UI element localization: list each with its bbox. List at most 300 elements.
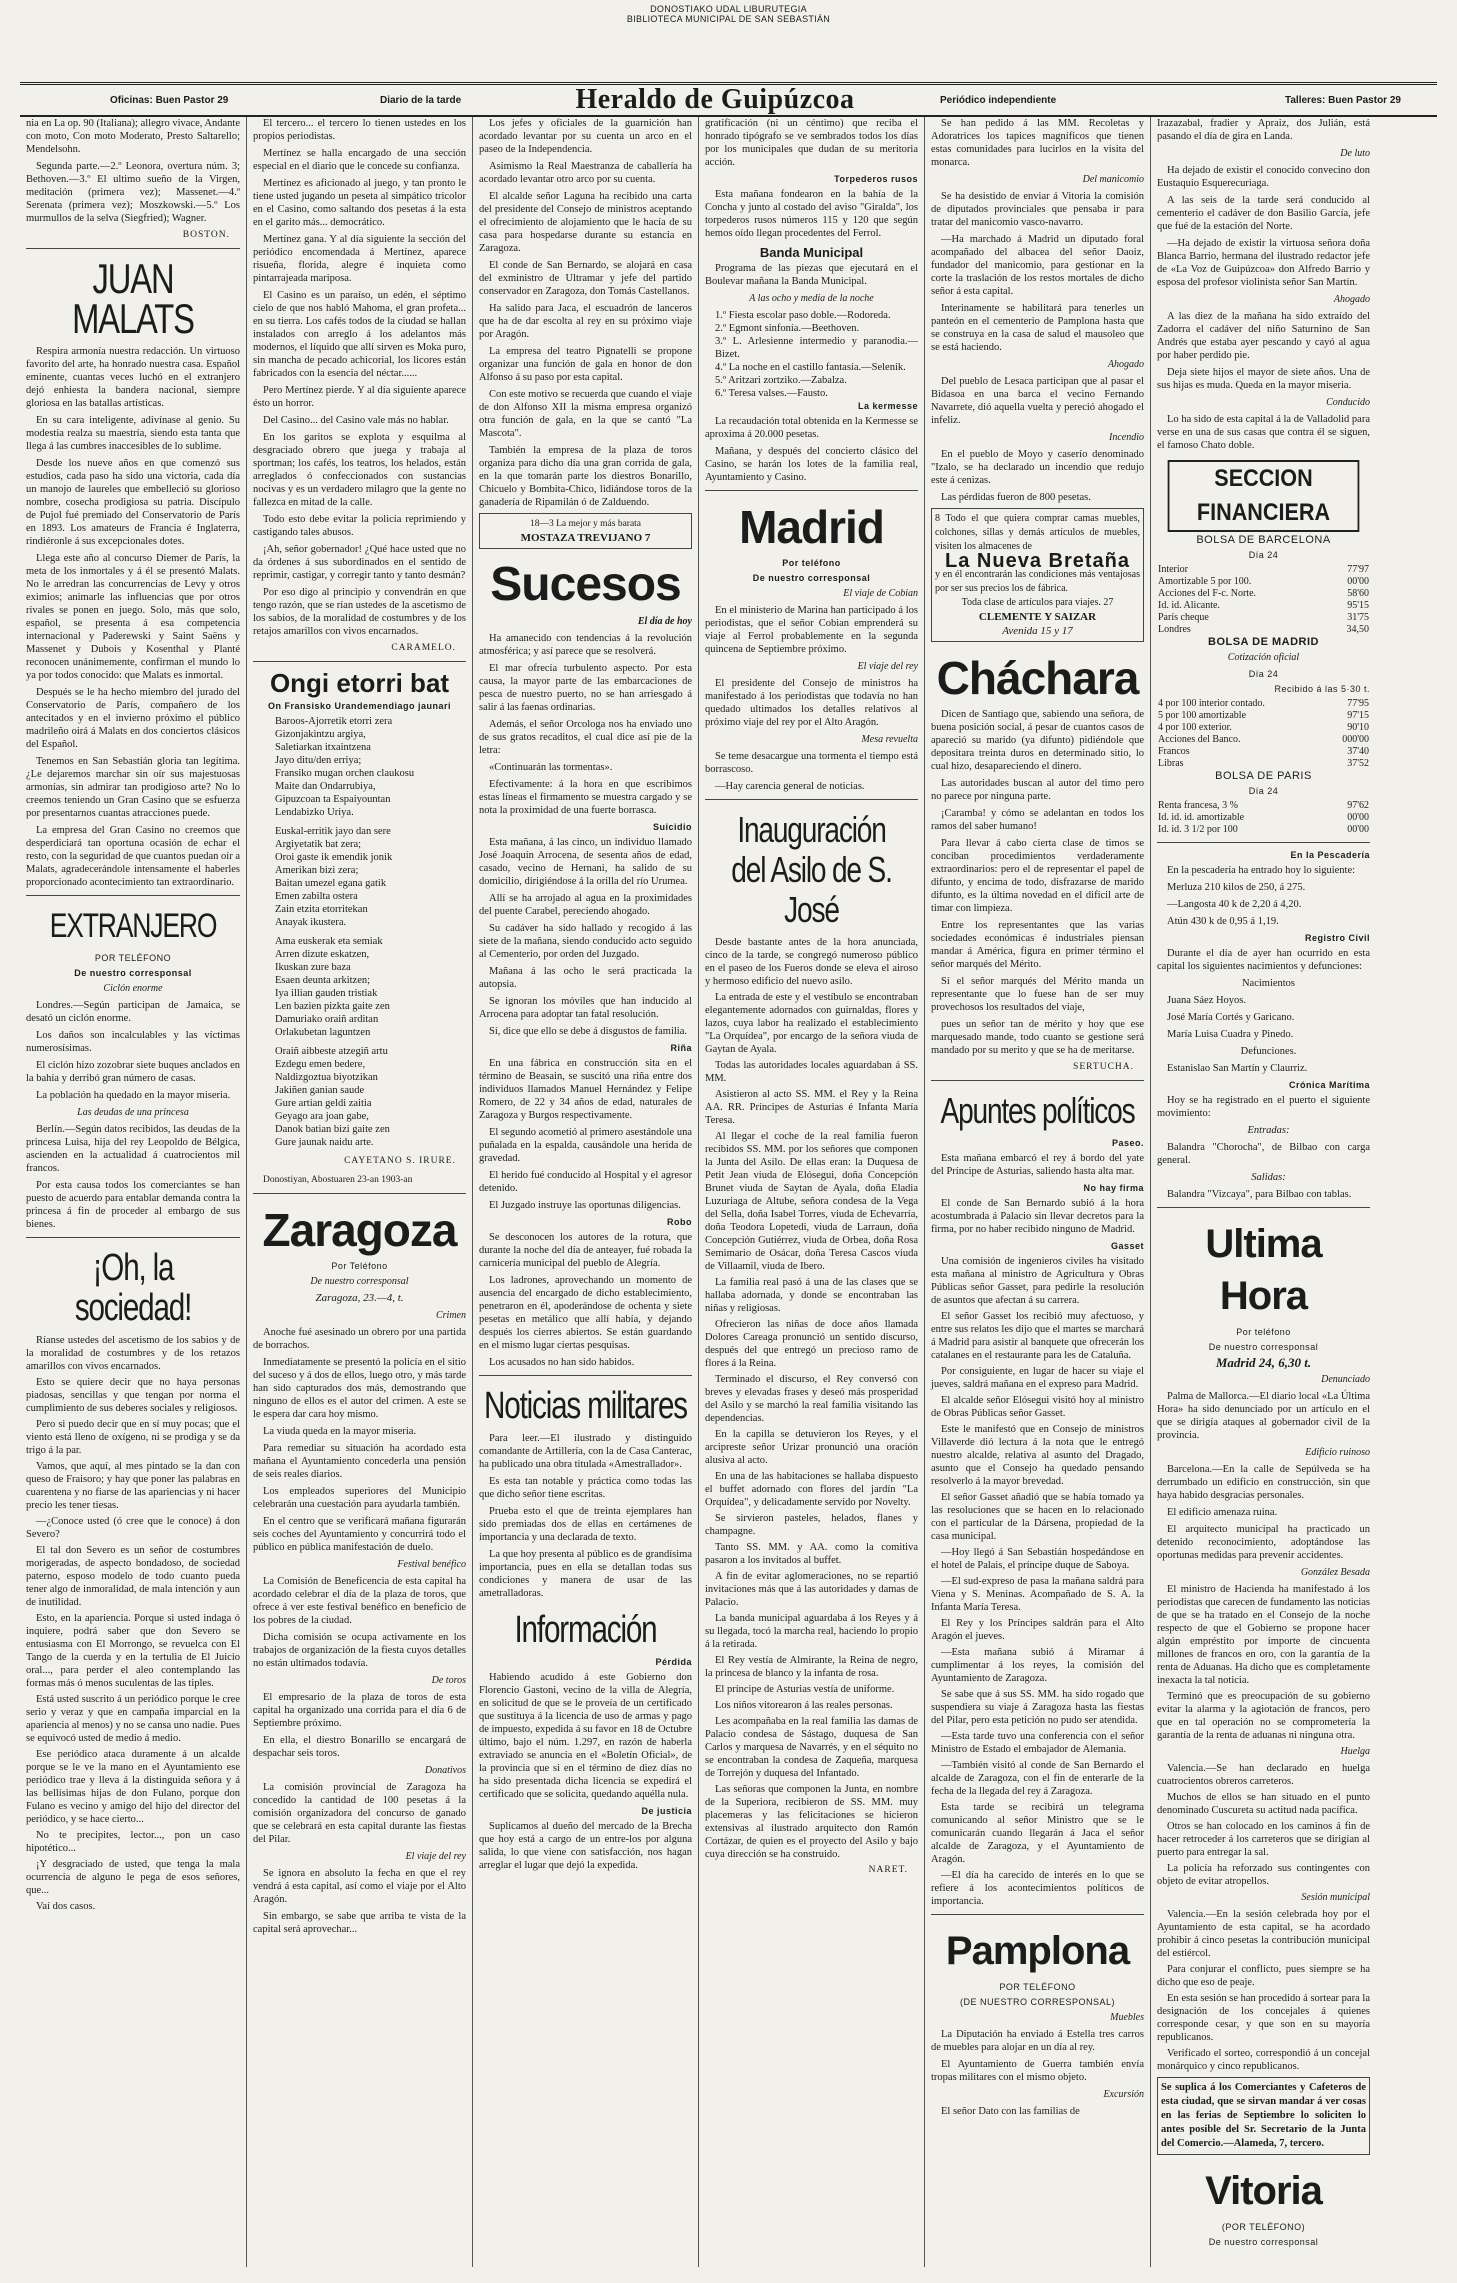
paragraph: En los garitos se explota y esquilma al desgraciado obrero que juega y trabaja al sportman; los cafés, los teatros, los helados, están arreglados ó confeccionados con sustancias nocivas y es un verdadero milagro que la gente no fallezca en mitad de la calle. xyxy=(253,432,466,508)
paragraph: El tal don Severo es un señor de costumbres morigeradas, de aspecto bondadoso, de sociedad paterno, esposo modelo de todo cuanto pueda tener algo de inmoralidad, de mala intención y aun de inutilidad. xyxy=(26,1545,240,1608)
subheadline: BOLSA DE MADRID xyxy=(1208,636,1319,648)
finance-table-paris xyxy=(1157,800,1370,836)
paragraph: Ha amanecido con tendencias á la revolución atmosférica; y así parece que se resolverá. xyxy=(479,633,692,657)
program-item: 3.º L. Arlesienne intermedio y paranodia.—Bizet. xyxy=(715,336,918,360)
column-4 xyxy=(698,117,924,2267)
paragraph: Esta mañana fondearon en la bahía de la Concha y junto al costado del aviso "Giralda", los torpederos rusos números 115 y 120 que según hemos oído llegan procedentes del Ferrol. xyxy=(705,189,918,239)
paragraph: Es esta tan notable y práctica como todas las que dicho señor tiene escritas. xyxy=(479,1476,692,1500)
subheadline: Mesa revuelta xyxy=(861,734,918,745)
paragraph: Se sabe que á sus SS. MM. ha sido rogado que suspendiera su viaje á Zaragoza hasta las fiestas del Pilar, pero esta petición no pudo ser atendida. xyxy=(931,1689,1144,1726)
paragraph: A las seis de la tarde será conducido al cementerio el cadáver de don Basilio García, jefe que fué de la estación del Norte. xyxy=(1157,195,1370,232)
dateline: Zaragoza, 23.—4, t. xyxy=(315,1292,404,1304)
ad-address: Avenida 15 y 17 xyxy=(1002,625,1073,637)
paragraph: Londres.—Según participan de Jamaica, se desató un ciclón enorme. xyxy=(26,1000,240,1024)
paragraph: Asimismo la Real Maestranza de caballería ha acordado levantar otro arco por su cuenta. xyxy=(479,161,692,185)
headline-madrid: Madrid xyxy=(739,501,884,553)
finance-label: Libras xyxy=(1158,758,1184,769)
finance-label: 4 por 100 interior contado. xyxy=(1158,698,1265,709)
byline: De nuestro corresponsal xyxy=(752,573,871,583)
headline-extranjero: EXTRANJERO xyxy=(49,907,217,945)
paragraph: Mertínez es aficionado al juego, y tan pronto le tiene usted jugando un peseta al simpático tricolor en el Casino, como saltando dos pesetas á la esta en el garito más... democrático. xyxy=(253,178,466,228)
paragraph: El alcalde señor Elósegui visitó hoy al ministro de Obras Públicas señor Gasset. xyxy=(931,1395,1144,1419)
headline-inauguracion-asilo: Inauguración del Asilo de S. José xyxy=(731,809,892,930)
paragraph: Se han pedido á las MM. Recoletas y Adoratrices los tapices magníficos que tienen estas comunidades para lucirlos en la visita del monarca. xyxy=(931,118,1144,168)
subheadline: Registro Civil xyxy=(1304,933,1370,943)
paragraph: A las diez de la mañana ha sido extraído del Zadorra el cadáver del niño Saturnino de San Andrés que estaba ayer pescando y cayó al agua por haber perdido pie. xyxy=(1157,311,1370,361)
paragraph: En la pescadería ha entrado hoy lo siguiente: xyxy=(1167,865,1356,876)
paragraph: Ese periódico ataca duramente á un alcalde porque se le ve la mano en el Ayuntamiento ese periódico trae y lleva á la distinguida señora y á las bellísimas hijas de don Fulano, porque don Fulano es vecino y amigo del hijo del director del periódico, y se hace cierto... xyxy=(26,1749,240,1825)
subheadline: Crónica Marítima xyxy=(1288,1080,1370,1090)
finance-value: 37'40 xyxy=(1347,746,1369,757)
finance-row xyxy=(1157,800,1370,812)
byline: Por teléfono xyxy=(1236,1327,1291,1337)
paragraph: Salidas: xyxy=(1251,1172,1286,1183)
subheadline: Crimen xyxy=(436,1310,466,1321)
poem-stanza xyxy=(275,935,466,1039)
paragraph: En una fábrica en construcción sita en el término de Beasain, se suscitó una riña entre dos individuos llamados Manuel Hernández y Felipe Romero, de 22 y 34 años de edad, naturales de Zaragoza y Burgos respectivamente. xyxy=(479,1058,692,1121)
finance-row xyxy=(1157,746,1370,758)
finance-label: Id. id. 3 1/2 por 100 xyxy=(1158,824,1238,835)
program-list xyxy=(705,309,918,400)
paragraph: Nacimientos xyxy=(1241,978,1296,989)
paragraph: La Diputación ha enviado á Estella tres carros de muebles para alojar en un día al rey. xyxy=(931,2029,1144,2053)
poem-line: Saletiarkan itxaintzena xyxy=(275,742,371,753)
poem-line: Gipuzcoan ta Espaiyountan xyxy=(275,794,391,805)
poem-line: Fransiko mugan orchen claukosu xyxy=(275,768,415,779)
finance-value: 58'60 xyxy=(1347,588,1369,599)
subheadline: Edificio ruinoso xyxy=(1305,1447,1370,1458)
poem-line: Anayak ikustera. xyxy=(275,917,347,928)
paragraph: La empresa del teatro Pignatelli se propone organizar una función de gala en honor de don Alfonso á su paso por esta capital. xyxy=(479,346,692,383)
program-item: 2.º Egmont sinfonía.—Beethoven. xyxy=(715,323,860,334)
subheadline: Donativos xyxy=(424,1765,466,1776)
paragraph: Para leer.—El ilustrado y distinguido comandante de Artillería, con la de Casa Canterac, ha publicado una obra titulada «Amestrallador». xyxy=(479,1433,692,1470)
paragraph: En ella, el diestro Bonarillo se encargará de despachar seis toros. xyxy=(253,1735,466,1759)
paragraph: Por eso digo al principio y convendrán en que tengo razón, que se rían ustedes de la ascetismo de los sabios, de la moralidad de costumbres y de los retajos amarillos con vivos encarnados. xyxy=(253,587,466,637)
subheadline: De toros xyxy=(431,1675,466,1686)
paragraph: Irazazabal, fradier y Apraiz, dos Julián, está pasando el día de gira en Landa. xyxy=(1157,118,1370,142)
paragraph: El empresario de la plaza de toros de esta capital ha organizado una corrida para el día 6 de Septiembre próximo. xyxy=(253,1692,466,1729)
poem-line: Zain etzita etorritekan xyxy=(275,904,368,915)
finance-row xyxy=(1157,758,1370,770)
subheadline: De luto xyxy=(1340,148,1370,159)
byline: POR TELÉFONO xyxy=(94,953,172,963)
byline: (DE NUESTRO CORRESPONSAL) xyxy=(959,1997,1116,2007)
dateline: Madrid 24, 6,30 t. xyxy=(1215,1355,1312,1370)
paragraph: María Luisa Cuadra y Pinedo. xyxy=(1167,1029,1294,1040)
subheadline: Día 24 xyxy=(1248,786,1279,796)
paragraph: ¡Ah, señor gobernador! ¿Qué hace usted que no da órdenes á sus subordinados en el sentido de reprimir, castigar, y corregir tanto y tanto desmán? xyxy=(253,544,466,581)
paragraph: Sin embargo, se sabe que arriba te vista de la capital será aprovechar... xyxy=(253,1911,466,1935)
finance-value: 34,50 xyxy=(1346,624,1369,635)
divider xyxy=(1157,842,1370,843)
paragraph: —Esta tarde tuvo una conferencia con el señor Ministro de Estado el embajador de Alemania. xyxy=(931,1731,1144,1755)
paragraph: José María Cortés y Garicano. xyxy=(1167,1012,1295,1023)
subheadline: BOLSA DE PARIS xyxy=(1215,770,1312,782)
finance-value: 97'62 xyxy=(1347,800,1369,811)
subheadline: Torpederos rusos xyxy=(834,174,918,184)
paragraph: nia en La op. 90 (Italiana); allegro vivace, Andante con moto, Con moto Moderato, Presto Saltarello; Mendelsohn. xyxy=(26,118,240,155)
paragraph: En esta sesión se han procedido á sortear para la designación de los concejales á quienes corresponde cesar, y que son en su mayoría republicanos. xyxy=(1157,1993,1370,2043)
poem-stanza xyxy=(275,825,466,929)
paragraph: La que hoy presenta al público es de grandísima importancia, pues en ella se detallan todas sus condiciones y manera de usar de las ametralladoras. xyxy=(479,1549,692,1599)
paragraph: —El día ha carecido de interés en lo que se refiere á los acontecimientos políticos de importancia. xyxy=(931,1870,1144,1907)
paragraph: Se teme desacargue una tormenta el tiempo está borrascoso. xyxy=(705,751,918,775)
paragraph: Mañana, y después del concierto clásico del Casino, se harán los lotes de la familia real, Ayuntamiento y Casino. xyxy=(705,446,918,483)
paragraph: La policía ha reforzado sus contingentes con objeto de evitar atropellos. xyxy=(1157,1863,1370,1887)
poem-line: Len bazien pizkta gaite zen xyxy=(275,1001,390,1012)
paragraph: Está usted suscrito á un periódico porque le cree serio y veraz y que en campaña imparcial en la apariencia al menos) y no se cansa uno nadie. Pues se equivocó usted de medio á medio. xyxy=(26,1694,241,1744)
paragraph: gratificación (ni un céntimo) que reciba el honrado tipógrafo se ve sembrados todos los días por los municipales que dudan de su meritoria acción. xyxy=(705,118,918,168)
divider xyxy=(931,1914,1144,1915)
subheadline: Huelga xyxy=(1340,1746,1370,1757)
advertisement-nueva-bretana xyxy=(931,508,1144,642)
archive-line-1: DONOSTIAKO UDAL LIBURUTEGIA xyxy=(650,4,807,14)
byline: Por Teléfono xyxy=(331,1261,388,1271)
paragraph: ¡Caramba! y cómo se adelantan en todos los ramos del saber humano! xyxy=(931,808,1144,832)
masthead-independent: Periódico independiente xyxy=(940,94,1057,106)
paragraph: Berlín.—Según datos recibidos, las deudas de la princesa Luisa, hija del rey Leopoldo de Bélgica, ascienden en la actualidad á cuatrocientos mil francos. xyxy=(26,1124,240,1174)
headline-apuntes-politicos: Apuntes políticos xyxy=(940,1090,1135,1131)
advertisement-mostaza xyxy=(479,513,692,549)
paragraph: Este le manifestó que en Consejo de ministros Villaverde dió lectura á la nota que le entregó nuestro alcalde, relativa al asunto del Dragado, asunto que el Consejo ha quedado pensando resolverlo á la mayor brevedad. xyxy=(931,1424,1144,1487)
finance-row xyxy=(1157,600,1370,612)
subheadline: De justicia xyxy=(641,1806,692,1816)
divider xyxy=(931,1080,1144,1081)
paragraph: Interinamente se habilitará para tenerles un panteón en el cementerio de Pamplona hasta que se construya en la casa de salud el mausoleo que se está haciendo. xyxy=(931,303,1144,353)
subheadline: Suicidio xyxy=(652,822,692,832)
paragraph: El señor Gasset añadió que se había tomado ya las resoluciones que se hacen en lo relacionado con el particular de la Dársena, propiedad de la casa municipal. xyxy=(931,1492,1144,1542)
paragraph: La viuda queda en la mayor miseria. xyxy=(263,1426,417,1437)
ad-line: MOSTAZA TREVIJANO 7 xyxy=(520,532,651,544)
paragraph: Para llevar á cabo cierta clase de timos se conciban procedimientos verdaderamente extraordinarios: pero el de representar el papel de difunto, y encima de todo, disfrazarse de marido difunto, es la última novedad en el difícil arte de timar con limpieza. xyxy=(931,838,1144,914)
notice-comerciantes: Se suplica á los Comerciantes y Cafeteros de esta ciudad, que se sirvan mandar á ver cosas en las ferias de Septiembre lo soliciten lo antes posible del Sr. Secretario de la Junta del Comercio.—Alameda, 7, tercero. xyxy=(1157,2077,1370,2155)
paragraph: Habiendo acudido á este Gobierno don Florencio Gastoni, vecino de la villa de Alegría, en solicitud de que se le proveía de un certificado que sustituya á la licencia de uso de armas y pago de impuesto, expedida á su favor en 18 de Octubre último, bajo el núm. 1.297, en razón de haberla extraviado se anuncia en el «Boletín Oficial», de la provincia que si en el término de diez días no ha sido presentada dicha licencia se expedirá el certificado que se solicita, quedando aquélla nula. xyxy=(479,1672,692,1800)
paragraph: Terminó que es preocupación de su gobierno evitar la alarma y la agiotación de francos, pero que en tal operación no se comprometería la garantía de la renta de aduanas ni ninguna otra. xyxy=(1157,1691,1370,1741)
paragraph: Con este motivo se recuerda que cuando el viaje de don Alfonso XII la misma empresa organizó otra función de gala, en la que se cantó "La Mascota". xyxy=(479,389,692,439)
paragraph: Sí el señor marqués del Mérito manda un representante que lo fuese han de ser muy provechosos los resultados del viaje, xyxy=(931,976,1144,1013)
poem-line: Ezdegu emen bedere, xyxy=(275,1059,366,1070)
paragraph: Sí, dice que ello se debe á disgustos de familia. xyxy=(489,1026,687,1037)
columns xyxy=(20,117,1437,2267)
paragraph: Tenemos en San Sebastián gloria tan legítima. ¿Le dejaremos marchar sin oír sus majestuosas armonías, sin admirar tan prodigioso arte? No lo creemos teniendo un Gran Casino que se esfuerza por presentarnos cuantas atracciones puede. xyxy=(26,756,240,819)
subheadline: González Besada xyxy=(1300,1567,1370,1578)
subheadline: El viaje del rey xyxy=(857,661,918,672)
poem-line: Iya illian gauden tristiak xyxy=(275,988,378,999)
paragraph: pues un señor tan de mérito y hoy que ese marquesado mande, todo cuanto se gestione será mandado por su merito y que se ha de meritarse. xyxy=(931,1019,1144,1056)
poem-line: Jayo ditu/den erriya; xyxy=(275,755,362,766)
paragraph: Mertínez gana. Y al día siguiente la sección del periódico encomendada á Mertínez, aparece risueña, florida, alegre é inquieta como pintarrajeada mariposa. xyxy=(253,234,466,284)
finance-value: 97'15 xyxy=(1347,710,1369,721)
subheadline: A las ocho y media de la noche xyxy=(749,293,874,304)
finance-table-madrid xyxy=(1157,698,1370,770)
headline-seccion-financiera: SECCION FINANCIERA xyxy=(1168,460,1360,532)
subheadline: Paseo. xyxy=(1111,1138,1144,1148)
paragraph: Les acompañaba en la real familia las damas de Palacio condesa de Sástago, duquesa de San Carlos y marquesa de Navarrés, y en el séquito no se encontraban la condesa de Zaqueña, marquesa de Torrejón y duquesa del Infantado. xyxy=(705,1716,918,1779)
paragraph: Otros se han colocado en los caminos á fin de hacer retroceder á los carreteros que se dirigían al puerto para entregar la sal. xyxy=(1157,1821,1370,1858)
paragraph: Llega este año al concurso Diemer de París, la meta de los inmortales y á él se presentó Malats. No le arredran las concurrencias de Levy y otros eximios; animarle las influencias que por otros rivales se ponen en juego. Solo, más que solo, español, se presenta á esa competencia internacional y Paderewski y Saint Saëns y Massenet y Dubois y Kosenthal y Planté reconocen unánimemente, confirman el mundo lo ya por todos conocido: que Malats es inmortal. xyxy=(26,553,240,681)
poem-line: Gure jaunak naidu arte. xyxy=(275,1137,374,1148)
finance-value: 000'00 xyxy=(1342,734,1369,745)
paragraph: Balandra "Vizcaya", para Bilbao con tablas. xyxy=(1167,1189,1352,1200)
archive-header xyxy=(0,4,1457,24)
paragraph: Entre los representantes que las varias sociedades económicas é industriales piensan mandar á América, figura en primer término el señor marqués del Mérito. xyxy=(931,920,1144,970)
paragraph: Se sirvieron pasteles, helados, flanes y champagne. xyxy=(705,1513,918,1537)
paragraph: Todo esto debe evitar la policía reprimiendo y castigando tales abusos. xyxy=(253,514,466,538)
subheadline: Riña xyxy=(670,1043,692,1053)
paragraph: Dicen de Santiago que, sabiendo una señora, de buena posición social, á pesar de cuantos casos de apareció su marido (ya difunto) pidiéndole que depositara treinta duros en determinado sitio, lo cual hizo, desapareciendo el dinero. xyxy=(931,709,1144,772)
finance-row xyxy=(1157,812,1370,824)
poem-line: Ama euskerak eta semiak xyxy=(275,936,383,947)
column-1 xyxy=(20,117,246,2267)
finance-value: 31'75 xyxy=(1347,612,1369,623)
finance-row xyxy=(1157,624,1370,636)
paragraph: Balandra "Chorocha", de Bilbao con carga general. xyxy=(1157,1142,1370,1166)
paragraph: Todas las autoridades locales aguardaban á SS. MM. xyxy=(705,1060,918,1084)
masthead-title: Heraldo de Guipúzcoa xyxy=(575,84,855,115)
subheadline: No hay firma xyxy=(1083,1183,1144,1193)
signature: BOSTON. xyxy=(182,230,230,240)
divider xyxy=(1157,1207,1370,1208)
poem-line: Euskal-erritik jayo dan sere xyxy=(275,826,391,837)
poem-line: Amerikan bizi zera; xyxy=(275,865,359,876)
paragraph: Las pérdidas fueron de 800 pesetas. xyxy=(941,492,1091,503)
finance-value: 90'10 xyxy=(1347,722,1369,733)
finance-row xyxy=(1157,576,1370,588)
divider xyxy=(705,490,918,491)
subheadline: Conducido xyxy=(1326,397,1370,408)
paragraph: Desde bastante antes de la hora anunciada, cinco de la tarde, se congregó numeroso público en el paseo de los Fueros donde se eleva el airoso y hermoso edificio del nuevo asilo. xyxy=(705,937,918,987)
paragraph: El conde de San Bernardo, se alojará en casa del exministro de Ultramar y jefe del partido conservador en Zaragoza, don Tomás Castellanos. xyxy=(479,260,692,297)
subheadline: Ahogado xyxy=(1107,359,1144,370)
poem-line: Damuriako oraiñ arditan xyxy=(275,1014,379,1025)
finance-label: 5 por 100 amortizable xyxy=(1158,710,1247,721)
column-6 xyxy=(1150,117,1376,2267)
masthead-workshops: Talleres: Buen Pastor 29 xyxy=(1285,94,1401,106)
subheadline: Muebles xyxy=(1110,2012,1144,2023)
byline: De nuestro corresponsal xyxy=(1208,1342,1319,1352)
dedication: On Fransisko Urandemendiago jaunari xyxy=(267,701,452,711)
finance-value: 00'00 xyxy=(1347,576,1369,587)
poem-date: Donostiyan, Abostuaren 23-an 1903-an xyxy=(263,1175,413,1185)
finance-row xyxy=(1157,710,1370,722)
divider xyxy=(705,799,918,800)
byline: Por teléfono xyxy=(782,558,841,568)
masthead xyxy=(20,82,1437,117)
paragraph: Su cadáver ha sido hallado y recogido á las siete de la mañana, siendo conducido acto seguido al Cementerio, por orden del Juzgado. xyxy=(479,923,692,960)
paragraph: Del Casino... del Casino vale más no hablar. xyxy=(263,415,449,426)
subheadline: Incendio xyxy=(1109,432,1144,443)
paragraph: El Rey vestía de Almirante, la Reina de negro, la princesa de blanco y la infanta de rosa. xyxy=(705,1655,918,1679)
headline-sucesos: Sucesos xyxy=(490,558,681,611)
subheadline: El viaje de Cobian xyxy=(843,588,918,599)
paragraph: Por consiguiente, en lugar de hacer su viaje el jueves, saldrá mañana en el expreso para Madrid. xyxy=(931,1366,1144,1390)
byline: De nuestro corresponsal xyxy=(74,968,192,978)
paragraph: Vamos, que aquí, al mes pintado se la dan con queso de Fraisoro; y hay que poner las palabras en cuarentena y no fiarse de las apariencias y ni hacer precio les tener tiesas. xyxy=(26,1461,240,1511)
paragraph: El herido fué conducido al Hospital y el agresor detenido. xyxy=(479,1170,692,1194)
divider xyxy=(26,1237,240,1238)
poem-line: Danok batian bizi gaite zen xyxy=(275,1124,390,1135)
paragraph: Esto se quiere decir que no haya personas piadosas, sencillas y que tengan por norma el cumplimiento de sus deberes sociales y religiosos. xyxy=(26,1377,240,1414)
paragraph: El alcalde señor Laguna ha recibido una carta del presidente del Consejo de ministros aceptando el ofrecimiento de alojamiento que le hacía de su casa para hospedarse durante su estancia en Zaragoza. xyxy=(479,191,692,254)
poem-line: Gizonjakintzu argiya, xyxy=(275,729,366,740)
paragraph: A fin de evitar aglomeraciones, no se repartió invitaciones más que á las autoridades y damas de Palacio. xyxy=(705,1571,918,1608)
finance-label: Id. id. Alicante. xyxy=(1158,600,1220,611)
paragraph: En el centro que se verificará mañana figurarán seis coches del Ayuntamiento y concurrirá todo el público en pública manifestación de duelo. xyxy=(253,1516,466,1553)
paragraph: —También visitó al conde de San Bernardo el alcalde de Zaragoza, con el fin de enterarle de la fecha de la llegada del rey á Zaragoza. xyxy=(931,1760,1144,1797)
divider xyxy=(253,661,466,662)
subheadline: El viaje del rey xyxy=(405,1851,466,1862)
subheadline: La kermesse xyxy=(857,401,918,411)
finance-row xyxy=(1157,824,1370,836)
paragraph: Se ignora en absoluto la fecha en que el rey vendrá á esta capital, así como el viaje por el Alto Aragón. xyxy=(253,1868,466,1905)
divider xyxy=(479,1375,692,1376)
column-2 xyxy=(246,117,472,2267)
paragraph: Allí se ha arrojado al agua en la proximidades del puente Carabel, pereciendo ahogado. xyxy=(479,893,692,917)
poem-stanza xyxy=(275,715,466,819)
paragraph: La Comisión de Beneficencia de esta capital ha acordado celebrar el día de la plaza de toros, que ofrece á ver este festival benéfico en beneficio de los pobres de la ciudad. xyxy=(253,1576,466,1626)
paragraph: Merluza 210 kilos de 250, á 275. xyxy=(1167,882,1306,893)
finance-label: Id. id. id. amortizable xyxy=(1158,812,1245,823)
paragraph: Entradas: xyxy=(1247,1125,1290,1136)
paragraph: El ministro de Hacienda ha manifestado á los periodistas que carecen de fundamento las noticias de que se ha tratado en el Consejo de la noche respecto de que el Gobierno se propone hacer algún empréstito por importe de cincuenta millones de francos en oro, con la garantía de la renta de Aduanas. Ha dicho que es completamente inexacta la tal noticia. xyxy=(1157,1584,1370,1686)
finance-label: Amortizable 5 por 100. xyxy=(1158,576,1252,587)
paragraph: El señor Gasset los recibió muy afectuoso, y entre sus relatos les dijo que el martes se marchará á Madrid para asistir al banquete que ofrecerán los catalanes en el restaurante para les de Cataluña. xyxy=(931,1311,1144,1361)
poem-line: Gure artian geldi zaitia xyxy=(275,1098,372,1109)
paragraph: Programa de las piezas que ejecutará en el Boulevar mañana la Banda Municipal. xyxy=(705,263,918,287)
program-item: 6.º Teresa valses.—Fausto. xyxy=(715,388,828,399)
paragraph: —Hay carencia general de noticias. xyxy=(715,781,865,792)
paragraph: Esta mañana, á las cinco, un individuo llamado José Joaquín Arrocena, de sesenta años de edad, casado, vecino de Hernani, ha salido de su domicilio, dirigiéndose á la orilla del río Urumea. xyxy=(479,837,692,887)
paragraph: Durante el día de ayer han ocurrido en esta capital los siguientes nacimientos y defunciones: xyxy=(1157,948,1370,972)
paragraph: La familia real pasó á una de las clases que se hallaba adornada, y donde se encontraban las niñas y religiosas. xyxy=(705,1277,918,1314)
poem-line: Lendabizko Uriya. xyxy=(275,807,354,818)
paragraph: —Ha marchado á Madrid un diputado foral acompañado del albacea del señor Daoiz, fundador del manicomio, para gestionar en la corte la traslación de los restos mortales de dicho señor á esta capital. xyxy=(931,234,1144,297)
signature: NARET. xyxy=(868,1865,908,1875)
paragraph: Terminado el discurso, el Rey conversó con breves y elevadas frases y deseó más prosperidad del Asilo y se marchó la real familia visitando las dependencias. xyxy=(705,1374,918,1424)
paragraph: El segundo acometió al primero asestándole una puñalada en la espalda, causándole una herida de gravedad. xyxy=(479,1127,692,1164)
paragraph: Dicha comisión se ocupa activamente en los trabajos de organización de la fiesta cuyos detalles no están ultimados todavía. xyxy=(253,1632,466,1669)
paragraph: Pero Mertínez pierde. Y al día siguiente aparece ésto un horror. xyxy=(253,385,466,409)
paragraph: Una comisión de ingenieros civiles ha visitado esta mañana al ministro de Agricultura y Obras Públicas señor Gasset, para pedirle la resolución de asuntos que afectan á su carrera. xyxy=(931,1256,1144,1306)
paragraph: Esto, en la apariencia. Porque si usted indaga ó inquiere, podrá saber que don Severo se entusiasma con El Morrongo, se revuelca con El Tango de la cuerda y en la tertulia de El Juicio oral..., para perder el aleo contemplando las formas más ó menos suculentas de las tiples. xyxy=(26,1613,240,1689)
program-item: 4.º La noche en el castillo fantasía.—Selenik. xyxy=(715,362,906,373)
paragraph: Tanto SS. MM. y AA. como la comitiva pasaron a los invitados al buffet. xyxy=(705,1542,918,1566)
subheadline: Denunciado xyxy=(1321,1374,1370,1385)
poem-line: Geyago ara joan gabe, xyxy=(275,1111,369,1122)
finance-row xyxy=(1157,734,1370,746)
paragraph: La comisión provincial de Zaragoza ha concedido la cantidad de 100 pesetas á la comisión organizadora del concurso de ganado que se celebrará en esta capital durante las fiestas del Pilar. xyxy=(253,1782,466,1845)
program-item: 1.º Fiesta escolar paso doble.—Rodoreda. xyxy=(715,310,891,321)
headline-ongi-etorri: Ongi etorri bat xyxy=(269,668,450,698)
subheadline: Robo xyxy=(667,1217,692,1227)
paragraph: Anoche fué asesinado un obrero por una partida de borrachos. xyxy=(253,1327,466,1351)
paragraph: Los ladrones, aprovechando un momento de ausencia del encargado de dicho establecimiento, penetraron en él, apoderándose de ochenta y siete pesetas en metálico que allí había, y dejando después los cierres abiertos. Se están guardando en el mismo lugar ciertas pesquisas. xyxy=(479,1275,692,1351)
paragraph: En una de las habitaciones se hallaba dispuesto el buffet adornado con flores del jardín "La Orquídea", y delicadamente servido por Novelty. xyxy=(705,1471,918,1508)
masthead-subtitle: Diario de la tarde xyxy=(380,94,462,106)
subheadline: Ahogado xyxy=(1333,294,1370,305)
paragraph: La entrada de este y el vestíbulo se encontraban elegantemente adornados con guirnaldas, flores y lazos, cuya labor ha realizado el establecimiento "La Orquídea", por encargo de la señora viuda de Gaytan de Ayala. xyxy=(705,992,918,1055)
masthead-offices: Oficinas: Buen Pastor 29 xyxy=(110,94,229,106)
paragraph: La empresa del Gran Casino no creemos que desperdiciará tan oportuna ocasión de echar el resto, con la seguridad de que cuantos puedan oír a Malats, agradecerándole intensamente el haberles proporcionado acontecimiento tan extraordinario. xyxy=(26,825,241,888)
paragraph: Estanislao San Martín y Claurriz. xyxy=(1167,1063,1308,1074)
paragraph: ¡Y desgraciado de usted, que tenga la mala ocurrencia de alguno le pega de esos señores, que... xyxy=(26,1859,240,1896)
paragraph: El Rey y los Príncipes saldrán para el Alto Aragón el jueves. xyxy=(931,1618,1144,1642)
paragraph: Juana Sáez Hoyos. xyxy=(1167,995,1247,1006)
poem-stanza xyxy=(275,1045,466,1149)
program-item: 5.º Aritzari zortziko.—Zabalza. xyxy=(715,375,847,386)
poem-line: Naldizgoztua biyotzikan xyxy=(275,1072,378,1083)
paragraph: Se ignoran los móviles que han inducido al Arrocena para adoptar tan fatal resolución. xyxy=(479,996,692,1020)
paragraph: —¿Conoce usted (ó cree que le conoce) á don Severo? xyxy=(26,1516,240,1540)
paragraph: El Casino es un paraíso, un edén, el séptimo cielo de que nos habló Mahoma, el gran profeta... en su tierra. Los cafés todos de la ciudad se hallan instalados con arreglo á los adelantos más modernos, el líquido que allí sirven es Moka puro, sin mancha de pecado achicorial, los licores están fabricados con la esencia del néctar...... xyxy=(253,290,466,379)
paragraph: La banda municipal aguardaba á los Reyes y á su llegada, tocó la marcha real, haciendo lo propio á la retirada. xyxy=(705,1613,918,1650)
subheadline: En la Pescadería xyxy=(1290,850,1370,860)
paragraph: Deja siete hijos el mayor de siete años. Una de sus hijas es muda. Queda en la mayor miseria. xyxy=(1157,367,1370,391)
paragraph: Las autoridades buscan al autor del timo pero no parece por ninguna parte. xyxy=(931,778,1144,802)
finance-label: Renta francesa, 3 % xyxy=(1158,800,1238,811)
finance-label: 4 por 100 exterior. xyxy=(1158,722,1232,733)
headline-informacion: Información xyxy=(514,1609,657,1651)
byline: (POR TELÉFONO) xyxy=(1221,2222,1306,2232)
signature: SERTUCHA. xyxy=(1073,1062,1134,1072)
paragraph: El tercero... el tercero lo tienen ustedes en los propios periodistas. xyxy=(253,118,466,142)
headline-noticias-militares: Noticias militares xyxy=(484,1385,687,1427)
finance-row xyxy=(1157,588,1370,600)
column-3 xyxy=(472,117,698,2267)
poem-line: Oraiñ aibbeste atzegiñ artu xyxy=(275,1046,388,1057)
paragraph: Suplicamos al dueño del mercado de la Brecha que hoy está a cargo de un entre-los por alguna salida, lo que viene con satisfacción, nos hagan arreglar el lugar que dejó la expedida. xyxy=(479,1821,692,1871)
paragraph: Inmediatamente se presentó la policía en el sitio del suceso y á dos de ellos, luego otro, y más tarde han sido capturados dos más, demostrando que ninguno de ellos es el autor del crimen. A este se le espera dar cara hoy mismo. xyxy=(253,1357,466,1420)
finance-row xyxy=(1157,564,1370,576)
paragraph: Los acusados no han sido habidos. xyxy=(489,1357,635,1368)
headline-pamplona: Pamplona xyxy=(945,1929,1130,1973)
paragraph: Ha salido para Jaca, el escuadrón de lanceros que ha de dar escolta al rey en su próximo viaje por Aragón. xyxy=(479,303,692,340)
paragraph: —Esta mañana subió á Miramar á cumplimentar á los reyes, la comisión del Ayuntamiento de Zaragoza. xyxy=(931,1647,1144,1684)
finance-row xyxy=(1157,722,1370,734)
paragraph: Para conjurar el conflicto, pues siempre se ha dicho que eso de peaje. xyxy=(1157,1964,1370,1988)
subheadline: Sesión municipal xyxy=(1301,1892,1370,1903)
headline-vitoria: Vitoria xyxy=(1205,2169,1322,2213)
paragraph: Atún 430 k de 0,95 á 1,19. xyxy=(1167,916,1279,927)
paragraph: Hoy se ha registrado en el puerto el siguiente movimiento: xyxy=(1157,1095,1370,1119)
paragraph: Ha dejado de existir el conocido convecino don Eustaquio Esquerecuriaga. xyxy=(1157,165,1370,189)
paragraph: Los empleados superiores del Municipio celebrarán una cuestación para ayudarla también. xyxy=(253,1486,466,1510)
paragraph: En el ministerio de Marina han participado á los periodistas, que el señor Cobian emprenderá su viaje al Ferrol probablemente en la segunda quincena de Septiembre próximo. xyxy=(705,605,918,655)
byline: POR TELÉFONO xyxy=(999,1982,1076,1992)
paragraph: La recaudación total obtenida en la Kermesse se aproxima á 20.000 pesetas. xyxy=(705,416,918,440)
paragraph: Pero si puedo decir que en sí muy pocas; que el viento está lleno de oxígeno, ni se prodiga y se da trigo á la par. xyxy=(26,1419,240,1456)
paragraph: Barcelona.—En la calle de Sepúlveda se ha derrumbado un edificio en construcción, sin que haya habido desgracias personales. xyxy=(1157,1464,1370,1501)
finance-row xyxy=(1157,612,1370,624)
poem-line: Oroi gaste ik emendik jonik xyxy=(275,852,393,863)
headline-oh-la-sociedad: ¡Oh, la sociedad! xyxy=(74,1247,192,1329)
column-5 xyxy=(924,117,1150,2267)
headline-banda-municipal: Banda Municipal xyxy=(759,245,864,260)
finance-value: 00'00 xyxy=(1347,824,1369,835)
subheadline: Excursión xyxy=(1103,2089,1144,2100)
paragraph: El Ayuntamiento de Guerra también envía tropas militares con el mismo objeto. xyxy=(931,2059,1144,2083)
ad-line: Toda clase de artículos para viajes. 27 xyxy=(961,597,1114,608)
paragraph: Lo ha sido de esta capital á la de Valladolid para verse en una de sus casas que contra él se siguen, el famoso Chato doble. xyxy=(1157,414,1370,451)
paragraph: Valencia.—En la sesión celebrada hoy por el Ayuntamiento de esta capital, se ha acordado prohibir á cinco pesetas la contribución municipal del estiércol. xyxy=(1157,1909,1370,1959)
paragraph: Respira armonía nuestra redacción. Un virtuoso favorito del arte, ha honrado nuestra casa. Español eminente, cuantas veces luchó en el extranjero dejó enhiesta la bandera nacional, siempre gloriosa en las batallas artísticas. xyxy=(26,346,240,409)
paragraph: Para remediar su situación ha acordado esta mañana el Ayuntamiento concederla una pensión de seis reales diarios. xyxy=(253,1443,466,1480)
subheadline: Festival benéfico xyxy=(397,1559,466,1570)
ad-line: 18—3 La mejor y más barata xyxy=(529,519,642,529)
paragraph: Ofrecieron las niñas de doce años llamada Dolores Careaga pronunció un sentido discurso, después del que entregó un precioso ramo de flores á la Reina. xyxy=(705,1319,918,1369)
divider xyxy=(253,1193,466,1194)
